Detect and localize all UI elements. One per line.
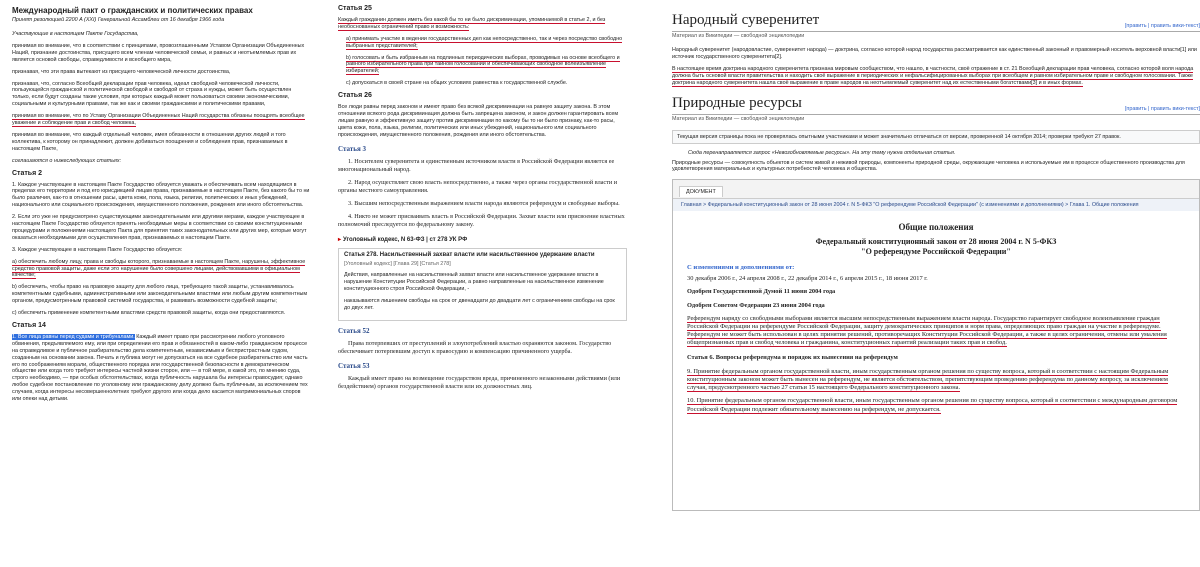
wiki1-subtitle: Материал из Википедии — свободной энциклопедии [672, 33, 805, 39]
wiki1-p1: Народный суверенитет (народовластие, суверенитет народа) — доктрина, согласно которой народ государства рассматривается как единственный законный и правомерный носитель верховной власти[1] или источник государственного суверенитета[2]. [672, 47, 1197, 60]
uk-title: Статья 278. Насильственный захват власти или насильственное удержание власти [344, 251, 595, 258]
wiki1-p2: В настоящее время доктрина народного суверенитета признана мировым сообществом, что нашло, в частности, своё отражение в ст. 21 Всеобщей декларации прав человека, согласно которой воля народа должна быть основой власти правительства и находить своё выражение в периодических и нефальсифицированных выборах при всеобщем и равном избирательном праве и свободном голосовании. Также доктрина народного суверенитета нашла своё выражение в праве народов на неотъемлемый суверенитет над их естественными богатствами[3] и в иных формах. [672, 65, 1194, 86]
art25-c: c) допускаться в своей стране на общих условиях равенства к государственной службе. [346, 80, 568, 87]
doc-law-title-2: "О референдуме Российской Федерации" [861, 246, 1011, 256]
art53-text: Каждый имеет право на возмещение государством вреда, причиненного незаконными действиями (или бездействием) органов государственной власти или их должностных лиц. [338, 374, 621, 390]
doc-law-title-1: Федеральный конституционный закон от 28 июня 2004 г. N 5-ФКЗ [815, 236, 1057, 246]
preamble-3: признавая, что, согласно Всеобщей декларации прав человека, идеал свободной человеческой личности, пользующейся гражданской и политической свободой и свободой от страха и нужды, может быть осуществлен только, если будут созданы такие условия, при которых каждый может пользоваться своими экономическими, социальными и культурными правами, так же как и своими гражданскими и политическими правами, [12, 80, 292, 108]
arrow-icon: ▸ [338, 236, 342, 243]
art25-a: a) принимать участие в ведении государственных дел как непосредственно, так и через посредство свободно выбранных представителей; [346, 35, 623, 49]
preamble-6: соглашаются о нижеследующих статьях: [12, 157, 122, 164]
art14-text: Каждый имеет право при рассмотрении любого уголовного обвинения, предъявляемого ему, или при определении его прав и обязанностей в каком-либо гражданском процессе на справедливое и публичное разбирательство дела компетентным, независимым и беспристрастным судом, созданным на основании закона. Печать и публика могут не допускаться на все судебное разбирательство или часть его по соображениям морали, общественного порядка или государственной безопасности в демократическом обществе или когда того требуют интересы частной жизни сторон, или — в той мере, в какой это, по мнению суда, строго необходимо, — при особых обстоятельствах, когда публичность нарушала бы интересы правосудия; однако любое судебное постановление по уголовному или гражданскому делу должно быть публичным, за исключением тех случаев, когда интересы несовершеннолетних требуют другого или когда дело касается матримониальных споров или опеки над детьми. [12, 333, 308, 403]
wiki1-title: Народный суверенитет [672, 12, 820, 28]
art52-title: Статья 52 [338, 326, 370, 335]
art2-p3: 3. Каждое участвующее в настоящем Пакте Государство обязуется: [12, 246, 183, 253]
wiki2-warning: Текущая версия страницы пока не проверялась опытными участниками и может значительно отличаться от версии, проверенной 14 октября 2014; проверки требуют 27 правок. [672, 130, 1200, 144]
art3-p2: 2. Народ осуществляет свою власть непосредственно, а также через органы государственной власти и органы местного самоуправления. [338, 178, 618, 194]
art25-b: b) голосовать и быть избранным на подлинных периодических выборах, проводимых на основе всеобщего и равного избирательного права при тайном голосовании и обеспечивающих свободное волеизъявление избирателей; [346, 54, 620, 75]
art14-title: Статья 14 [12, 322, 46, 329]
uk-crumb[interactable]: [Уголовный кодекс] [Глава 29] [Статья 278] [344, 261, 451, 268]
breadcrumb[interactable]: Главная > Федеральный конституционный закон от 28 июня 2004 г. N 5-ФКЗ "О референдуме Российской Федерации" (с изменениями и дополнениями) > Глава 1. Общие положения [673, 199, 1199, 211]
law-document-panel [672, 179, 1200, 511]
wiki2-redirect-note: Сюда перенаправляется запрос «Невозобновляемые ресурсы». На эту тему нужна отдельная статья. [688, 149, 956, 156]
art3-p4: 4. Никто не может присваивать власть в Российской Федерации. Захват власти или присвоение властных полномочий преследуется по федеральному закону. [338, 212, 625, 228]
preamble-5: принимая во внимание, что каждый отдельный человек, имея обязанности в отношении других людей и того коллектива, к которому он принадлежит, должен добиваться поощрения и соблюдения прав, признаваемых в настоящем Пакте, [12, 131, 288, 152]
art3-title: Статья 3 [338, 144, 366, 153]
art26-text: Все люди равны перед законом и имеют право без всякой дискриминации на равную защиту закона. В этом отношении всякого рода дискриминация должна быть запрещена законом, и закон должен гарантировать всем лицам равную и эффективную защиту против дискриминации по какому бы то ни было признаку, как-то расы, цвета кожи, пола, языка, религии, политических или иных убеждений, национального или социального происхождения, имущественного положения, рождения или иного обстоятельства. [338, 104, 619, 138]
wiki2-p: Природные ресурсы — совокупность объектов и систем живой и неживой природы, компоненты природной среды, окружающие человека и используемые им в процессе общественного производства для удовлетворения материальных и культурных потребностей человека и общества. [672, 159, 1185, 173]
art2-title: Статья 2 [12, 169, 43, 177]
preamble-4: принимая во внимание, что по Уставу Организации Объединенных Наций государства обязаны поощрять всеобщее уважение и соблюдение прав и свобод человека, [12, 113, 305, 127]
art52-text: Права потерпевших от преступлений и злоупотреблений властью охраняются законом. Государство обеспечивает потерпевшим доступ к правосудию и компенсацию причиненного ущерба. [338, 339, 612, 355]
uk-text: Действия, направленные на насильственный захват власти или насильственное удержание власти в нарушение Конституции Российской Федерации, а равно направленные на насильственное изменение конституционного строя Российской Федерации, - [344, 272, 604, 293]
doc-changes-label: С изменениями и дополнениями от: [687, 263, 795, 271]
wiki-and-law-column [672, 0, 1200, 567]
wiki2-title: Природные ресурсы [672, 94, 802, 111]
iccpr-title: Международный пакт о гражданских и политических правах [12, 6, 253, 15]
iccpr-document [0, 0, 322, 567]
iccpr-subtitle: Принят резолюцией 2200 A (XXI) Генеральной Ассамблеи от 16 декабря 1966 года [12, 17, 225, 23]
art2-c: c) обеспечить применение компетентными властями средств правовой защиты, когда они предоставляются. [12, 310, 286, 317]
preamble-1: принимая во внимание, что в соответствии с принципами, провозглашенными Уставом Организации Объединенных Наций, признание достоинства, присущего всем членам человеческой семьи, и равных и неотъемлемых прав их является основой свободы, справедливости и всеобщего мира, [12, 42, 305, 63]
wiki2-edit-link[interactable]: [править | править вики-текст] [1124, 105, 1200, 112]
art26-title: Статья 26 [338, 92, 372, 100]
tab-document[interactable]: ДОКУМЕНТ [679, 186, 723, 197]
art2-p2: 2. Если это уже не предусмотрено существующими законодательными или другими мерами, каждое участвующее в настоящем Пакте Государство обязуется принять необходимые меры в соответствии со своими конституционными процедурами и положениями настоящего Пакта для принятия таких законодательных или других мер, которые могут оказаться необходимыми для осуществления прав, признаваемых в настоящем Пакте. [12, 214, 307, 241]
uk-text2: наказываются лишением свободы на срок от двенадцати до двадцати лет с ограничением свободы на срок до двух лет. [344, 298, 615, 311]
preamble-2: признавая, что эти права вытекают из присущего человеческой личности достоинства, [12, 68, 231, 75]
art2-p1: 1. Каждое участвующее в настоящем Пакте Государство обязуется уважать и обеспечивать всем находящимся в пределах его территории и под его юрисдикцией лицам права, признаваемые в настоящем Пакте, без какого бы то ни было различия, как-то в отношении расы, цвета кожи, пола, языка, религии, политических и иных убеждений, национального или социального происхождения, имущественного положения, рождения или иного обстоятельства. [12, 181, 310, 209]
doc-art6-title: Статья 6. Вопросы референдума и порядок их вынесения на референдум [687, 353, 898, 361]
art3-p3: 3. Высшим непосредственным выражением власти народа являются референдум и свободные выборы. [348, 199, 620, 207]
doc-duma: Одобрен Государственной Думой 11 июня 2004 года [687, 288, 836, 296]
preamble-0: Участвующие в настоящем Пакте Государства, [12, 31, 139, 37]
doc-sf: Одобрен Советом Федерации 23 июня 2004 года [687, 301, 825, 309]
art2-a: a) обеспечить любому лицу, права и свободы которого, признаваемые в настоящем Пакте, нарушены, эффективное средство правовой защиты, даже если это нарушение было совершено лицами, действовавшими в официальном качестве; [12, 258, 306, 279]
doc-change-dates: 30 декабря 2006 г., 24 апреля 2008 г., 22 декабря 2014 г., 6 апреля 2015 г., 18 июня 2017 г. [687, 275, 928, 283]
doc-heading: Общие положения [898, 222, 974, 233]
art53-title: Статья 53 [338, 361, 370, 370]
articles-column [330, 0, 635, 567]
doc-p10: 10. Принятие федеральным органом государственной власти, иным государственным органом решения по существу вопроса, который в соответствии с международным договором Российской Федерации подлежит обязательному вынесению на референдум, не допускается. [687, 397, 1178, 413]
art2-b: b) обеспечить, чтобы право на правовую защиту для любого лица, требующего такой защиты, устанавливалось компетентными судебными, административными или законодательными властями или любым другим компетентным органом, предусмотренным правовой системой государства, и развивать возможности судебной защиты; [12, 284, 308, 305]
doc-p9: 9. Принятие федеральным органом государственной власти, иным государственным органом решения по существу вопроса, который в соответствии с настоящим Федеральным конституционным законом может быть вынесен на референдум, не является обстоятельством, препятствующим проведению референдума по данному вопросу, за исключением случая, предусмотренного частью 27 статьи 15 настоящего Федерального конституционного закона. [687, 367, 1169, 392]
art14-highlight: 1. Все лица равны перед судами и трибуналами. [12, 333, 135, 340]
uk-bar[interactable]: Уголовный кодекс, N 63-ФЗ | ст 278 УК РФ [343, 236, 468, 243]
art25-intro: Каждый гражданин должен иметь без какой бы то ни было дискриминации, упоминаемой в статье 2, и без необоснованных ограничений право и возможность: [338, 16, 606, 30]
wiki1-edit-link[interactable]: [править | править вики-текст] [1124, 23, 1200, 29]
art25-title: Статья 25 [338, 5, 372, 12]
wiki2-subtitle: Материал из Википедии — свободной энциклопедии [672, 115, 805, 122]
doc-p1: Референдум наряду со свободными выборами является высшим непосредственным выражением власти народа. Государство гарантирует свободное волеизъявление граждан Российской Федерации на референдуме Российской Федерации, защиту демократических принципов и норм права, определяющих право граждан на участие в референдуме. Референдум не может быть использован в целях принятия решений, противоречащих Конституции Российской Федерации, а также в целях ограничения, отмены или умаления общепризнанных прав и свобод человека и гражданина, конституционных гарантий реализации таких прав и свобод. [687, 314, 1167, 347]
art3-p1: 1. Носителем суверенитета и единственным источником власти в Российской Федерации является ее многонациональный народ. [338, 157, 615, 173]
